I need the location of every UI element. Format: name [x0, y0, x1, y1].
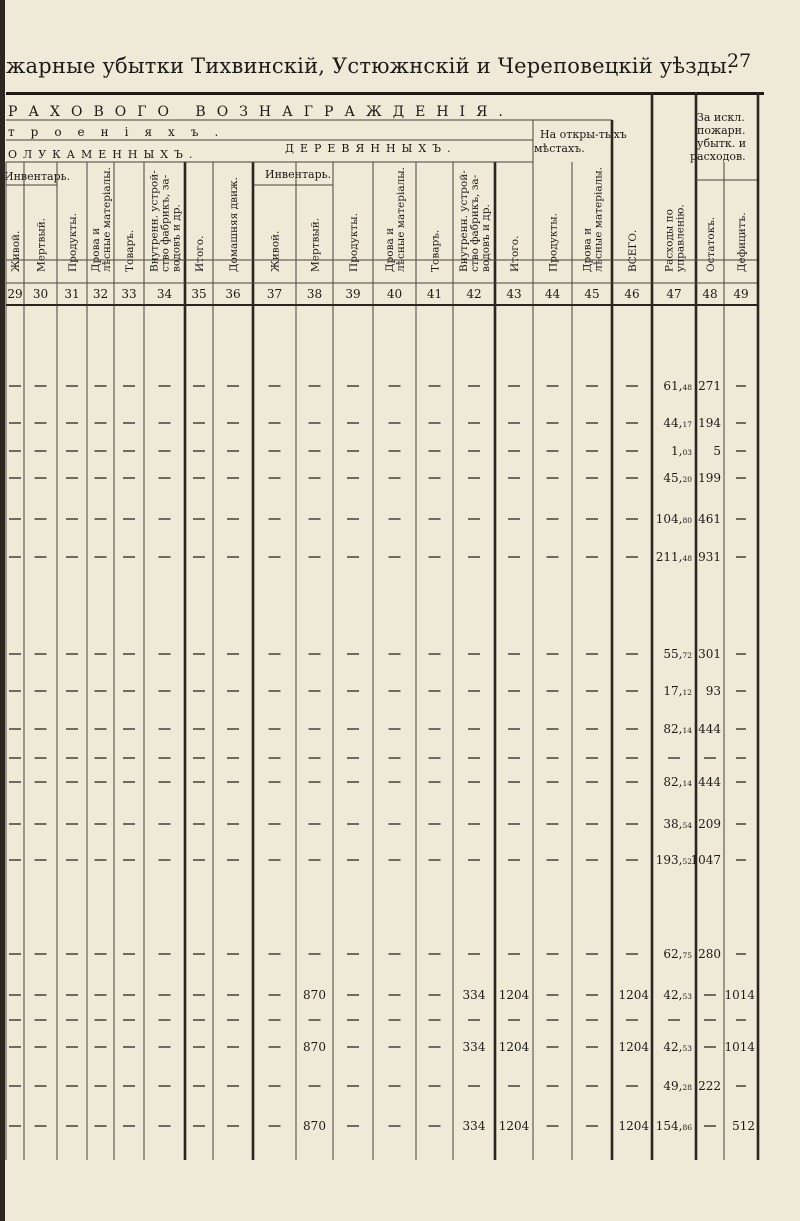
col-name-line: Продукты. [67, 213, 79, 272]
cell-c46: 1204 [618, 988, 649, 1002]
cell-c48: 194 [698, 416, 721, 430]
cell-c48: 222 [698, 1079, 721, 1093]
table-body [9, 379, 755, 1133]
col-name-line: Товаръ. [429, 229, 442, 272]
cell-c48: 301 [698, 647, 721, 661]
svg-text:За искл.пожарн.убытк. ирасходо: За искл. пожарн. убытк. и расходов. [690, 111, 747, 163]
band-second-label: троеніяхъ. [8, 125, 235, 139]
col-name-line: Мертвый. [309, 217, 322, 272]
table-row [9, 988, 755, 1002]
col-name-31 [67, 213, 79, 272]
col-number-47: 47 [666, 287, 682, 301]
cell-c47: 44,17 [663, 416, 692, 430]
col-name-40 [384, 167, 407, 272]
table-row [9, 947, 746, 961]
col-name-line: лѣсные матеріалы. [395, 167, 407, 272]
cell-c42: 334 [462, 1119, 486, 1133]
col-name-line: ВСЕГО. [627, 229, 639, 272]
table-row [9, 471, 746, 485]
cell-c49: 1014 [724, 1040, 755, 1054]
col-name-line: Домашняя движ. [228, 176, 240, 272]
cell-c47: 55,72 [663, 647, 692, 661]
cell-c48: 461 [698, 512, 721, 526]
col-name-48 [705, 217, 717, 272]
col-name-44 [548, 213, 560, 272]
col-name-line: Внутренн. устрой- [148, 170, 161, 272]
col-name-46 [627, 230, 639, 272]
page-number: 27 [727, 50, 752, 72]
table-row [9, 684, 746, 698]
col-name-49 [736, 212, 748, 272]
table-row [9, 550, 746, 564]
col-name-line: Товаръ. [124, 229, 136, 272]
cell-c48: 444 [698, 722, 721, 736]
inventory-label-wood: Инвентарь. [265, 168, 332, 181]
svg-text:На откры-тыхъмѣстахъ.: На откры-тыхъ мѣстахъ. [534, 128, 627, 155]
col-number-45: 45 [584, 287, 600, 301]
col-name-line: Дефицитъ. [736, 212, 748, 272]
cell-c47: 61,48 [663, 379, 692, 393]
cell-c48: 93 [705, 684, 721, 698]
col-number-44: 44 [544, 287, 561, 301]
cell-c47: 1,03 [671, 444, 692, 458]
col-name-34 [149, 170, 183, 272]
col-name-line: Продукты. [348, 213, 360, 272]
table-row [9, 775, 746, 789]
group-stone-label: ОЛУКАМЕННЫХЪ. [8, 148, 199, 161]
table-row [9, 444, 746, 458]
exceptions-header [690, 111, 746, 163]
band-top-label: РАХОВОГО ВОЗНАГРАЖДЕНІЯ. [8, 104, 514, 120]
col-number-31: 31 [64, 287, 80, 301]
table-row [9, 1079, 746, 1093]
col-name-37 [270, 231, 282, 272]
col-number-35: 35 [191, 287, 207, 301]
col-name-line: Мертвый. [35, 217, 48, 272]
col-name-43 [509, 236, 521, 272]
col-name-36 [228, 177, 240, 272]
inventory-label-left: Инвентарь. [4, 170, 71, 183]
col-number-38: 38 [306, 287, 323, 301]
col-name-35 [194, 236, 206, 272]
cell-c47: 38,54 [663, 817, 692, 831]
cell-c48: 199 [698, 471, 721, 485]
col-number-33: 33 [121, 287, 137, 301]
col-name-line: лѣсные матеріалы. [592, 167, 605, 272]
cell-c49: 1014 [724, 988, 755, 1002]
cell-c47: 82,14 [663, 775, 692, 789]
col-number-49: 49 [733, 287, 749, 301]
cell-c38: 870 [303, 1040, 326, 1054]
cell-c47: 49,28 [663, 1079, 692, 1093]
cell-c48: 444 [698, 775, 721, 789]
col-number-42: 42 [466, 287, 482, 301]
col-name-line: Дрова и [384, 227, 396, 272]
cell-c47: 193,52 [655, 853, 692, 867]
col-number-46: 46 [624, 287, 640, 301]
col-name-33 [124, 230, 136, 272]
col-name-line: ство фабрикъ, за- [159, 174, 172, 272]
column-name-headers [10, 167, 748, 272]
table-row [9, 416, 746, 430]
cell-c47: 154,86 [655, 1119, 692, 1133]
col-number-43: 43 [506, 287, 522, 301]
col-name-32 [90, 167, 113, 272]
cell-c48: 1047 [690, 853, 721, 867]
cell-c43: 1204 [498, 988, 530, 1002]
col-name-47 [664, 204, 687, 272]
cell-c47: 17,12 [663, 684, 692, 698]
cell-c48: 5 [713, 444, 721, 458]
col-number-41: 41 [426, 287, 443, 301]
col-number-39: 39 [345, 287, 361, 301]
col-name-41 [430, 230, 442, 272]
cell-c47: 211,48 [655, 550, 692, 564]
col-name-42 [458, 170, 492, 272]
table-row [9, 647, 746, 661]
col-name-line: Расходы по [663, 209, 676, 272]
cell-c47: 42,53 [663, 988, 692, 1002]
col-name-line: Внутренн. устрой- [458, 170, 470, 272]
cell-c47: 82,14 [663, 722, 692, 736]
col-number-30: 30 [32, 287, 49, 301]
cell-c47: 62,75 [663, 947, 692, 961]
cell-c49: 512 [732, 1119, 755, 1133]
col-name-line: лѣсные матеріалы. [101, 167, 113, 272]
col-number-40: 40 [386, 287, 403, 301]
col-name-line: Итого. [194, 235, 206, 272]
col-name-38 [310, 218, 322, 272]
col-number-32: 32 [92, 287, 109, 301]
table-row [9, 817, 746, 831]
col-name-line: Продукты. [547, 213, 560, 272]
cell-c46: 1204 [618, 1040, 649, 1054]
col-name-line: ство фабрикъ, за- [469, 174, 481, 272]
table-row [9, 1119, 755, 1133]
cell-c38: 870 [303, 988, 326, 1002]
col-number-36: 36 [225, 287, 241, 301]
cell-c48: 271 [698, 379, 721, 393]
col-name-line: Живой. [10, 230, 22, 272]
col-name-line: Дрова и [581, 227, 594, 272]
col-name-45 [582, 167, 605, 272]
col-name-line: Итого. [509, 235, 521, 272]
col-name-29 [10, 231, 22, 272]
cell-c47: 45,20 [663, 471, 692, 485]
table-row [9, 853, 746, 867]
table-header [4, 104, 746, 183]
col-number-48: 48 [702, 287, 718, 301]
col-name-line: Живой. [269, 230, 282, 272]
col-name-line: Дрова и [90, 227, 102, 272]
cell-c48: 931 [698, 550, 721, 564]
cell-c47: 104,80 [655, 512, 692, 526]
col-number-37: 37 [266, 287, 283, 301]
col-name-line: Остатокъ. [705, 216, 717, 272]
col-name-line: водовъ и др. [480, 204, 492, 272]
cell-c38: 870 [303, 1119, 326, 1133]
col-number-34: 34 [156, 287, 173, 301]
col-name-line: управленію. [674, 204, 687, 272]
cell-c43: 1204 [498, 1040, 530, 1054]
cell-c48: 209 [698, 817, 721, 831]
running-title: жарные убытки Тихвинскій, Устюжнскій и Череповецкій уѣзды. [6, 54, 734, 78]
cell-c48: 280 [698, 947, 721, 961]
table-row [9, 512, 746, 526]
table-row [9, 1040, 755, 1054]
table-row [9, 379, 746, 393]
cell-c46: 1204 [618, 1119, 649, 1133]
cell-c43: 1204 [498, 1119, 530, 1133]
col-name-30 [36, 218, 48, 272]
col-name-line: водовъ и др. [170, 204, 183, 272]
col-name-39 [348, 213, 360, 272]
table-row [9, 722, 746, 736]
group-wood-label: ДЕРЕВЯННЫХЪ. [285, 142, 457, 155]
cell-c47: 42,53 [663, 1040, 692, 1054]
column-number-row [7, 287, 748, 301]
col-number-29: 29 [7, 287, 23, 301]
cell-c42: 334 [462, 988, 486, 1002]
cell-c42: 334 [462, 1040, 486, 1054]
